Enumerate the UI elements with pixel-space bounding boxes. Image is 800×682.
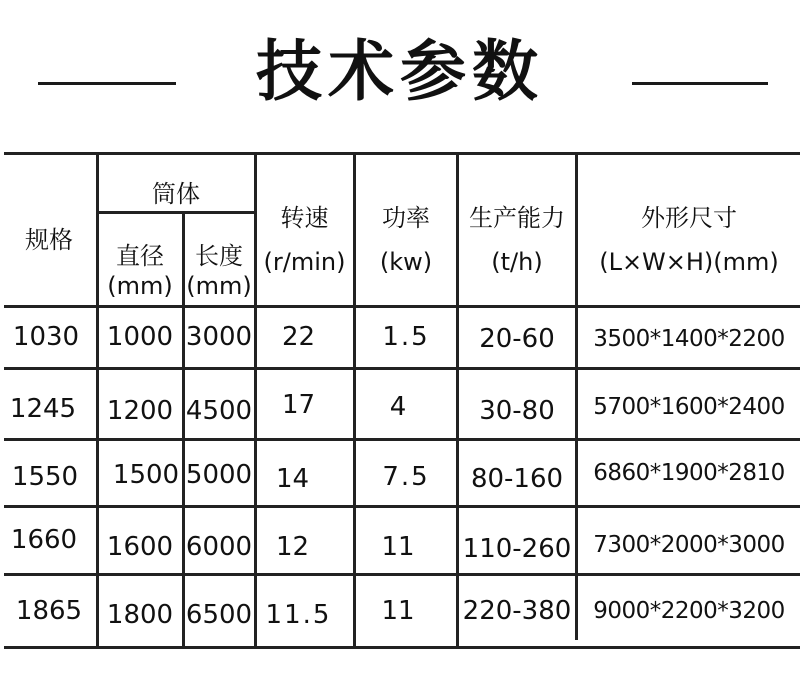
header-diameter: 直径 [116, 242, 164, 270]
header-capacity: 生产能力 [469, 204, 565, 232]
row-2-spec: 1245 [9, 394, 77, 424]
row-2-diameter: 1200 [106, 396, 174, 426]
row-4-diameter: 1600 [106, 532, 174, 562]
header-size-unit: (L×W×H)(mm) [599, 248, 779, 276]
table-border-bottom [4, 646, 800, 649]
row-4-capacity: 110-260 [462, 534, 572, 564]
header-capacity-unit: (t/h) [491, 248, 543, 276]
row-2-power: 4 [389, 392, 407, 422]
row-5-capacity: 220-380 [462, 596, 572, 626]
header-diameter-unit: (mm) [107, 272, 173, 300]
row-1-spec: 1030 [12, 322, 80, 352]
row-3-length: 5000 [185, 460, 253, 490]
header-length: 长度 [195, 242, 243, 270]
barrel-header-rule [96, 211, 254, 214]
row-1-speed: 22 [281, 322, 316, 352]
title-decoration-right [632, 82, 768, 85]
row-3-spec: 1550 [11, 462, 79, 492]
row-rule-2 [4, 438, 800, 441]
header-power-unit: (kw) [379, 248, 433, 276]
row-5-diameter: 1800 [106, 600, 174, 630]
row-rule-3 [4, 505, 800, 508]
row-1-power: 1.5 [382, 322, 430, 352]
row-5-power: 11 [381, 596, 415, 626]
row-5-size: 9000*2200*3200 [593, 598, 785, 624]
row-rule-4 [4, 573, 800, 576]
row-4-power: 11 [381, 532, 415, 562]
row-4-speed: 12 [275, 532, 310, 562]
page-title: 技术参数 [256, 33, 544, 110]
row-3-size: 6860*1900*2810 [593, 460, 785, 486]
row-rule-1 [4, 367, 800, 370]
header-size: 外形尺寸 [641, 204, 737, 232]
row-5-length: 6500 [185, 600, 253, 630]
row-2-length: 4500 [185, 396, 253, 426]
header-power: 功率 [382, 204, 430, 232]
row-5-speed: 11.5 [265, 600, 332, 630]
row-4-length: 6000 [185, 532, 253, 562]
row-2-speed: 17 [281, 390, 316, 420]
row-1-capacity: 20-60 [479, 324, 555, 354]
row-3-capacity: 80-160 [470, 464, 564, 494]
table-border-top [4, 152, 800, 155]
row-4-spec: 1660 [10, 525, 78, 555]
row-2-size: 5700*1600*2400 [593, 394, 785, 420]
row-3-speed: 14 [275, 464, 310, 494]
header-speed: 转速 [280, 204, 329, 232]
header-length-unit: (mm) [186, 272, 252, 300]
row-1-size: 3500*1400*2200 [593, 326, 785, 352]
row-3-diameter: 1500 [112, 460, 180, 490]
row-1-diameter: 1000 [106, 322, 174, 352]
header-barrel: 筒体 [152, 180, 200, 208]
row-2-capacity: 30-80 [479, 396, 555, 426]
header-spec: 规格 [25, 226, 73, 254]
header-bottom-rule [4, 305, 800, 308]
row-4-size: 7300*2000*3000 [593, 532, 785, 558]
row-3-power: 7.5 [382, 462, 430, 492]
row-5-spec: 1865 [15, 596, 83, 626]
header-speed-unit: (r/min) [263, 248, 346, 276]
row-1-length: 3000 [185, 322, 253, 352]
